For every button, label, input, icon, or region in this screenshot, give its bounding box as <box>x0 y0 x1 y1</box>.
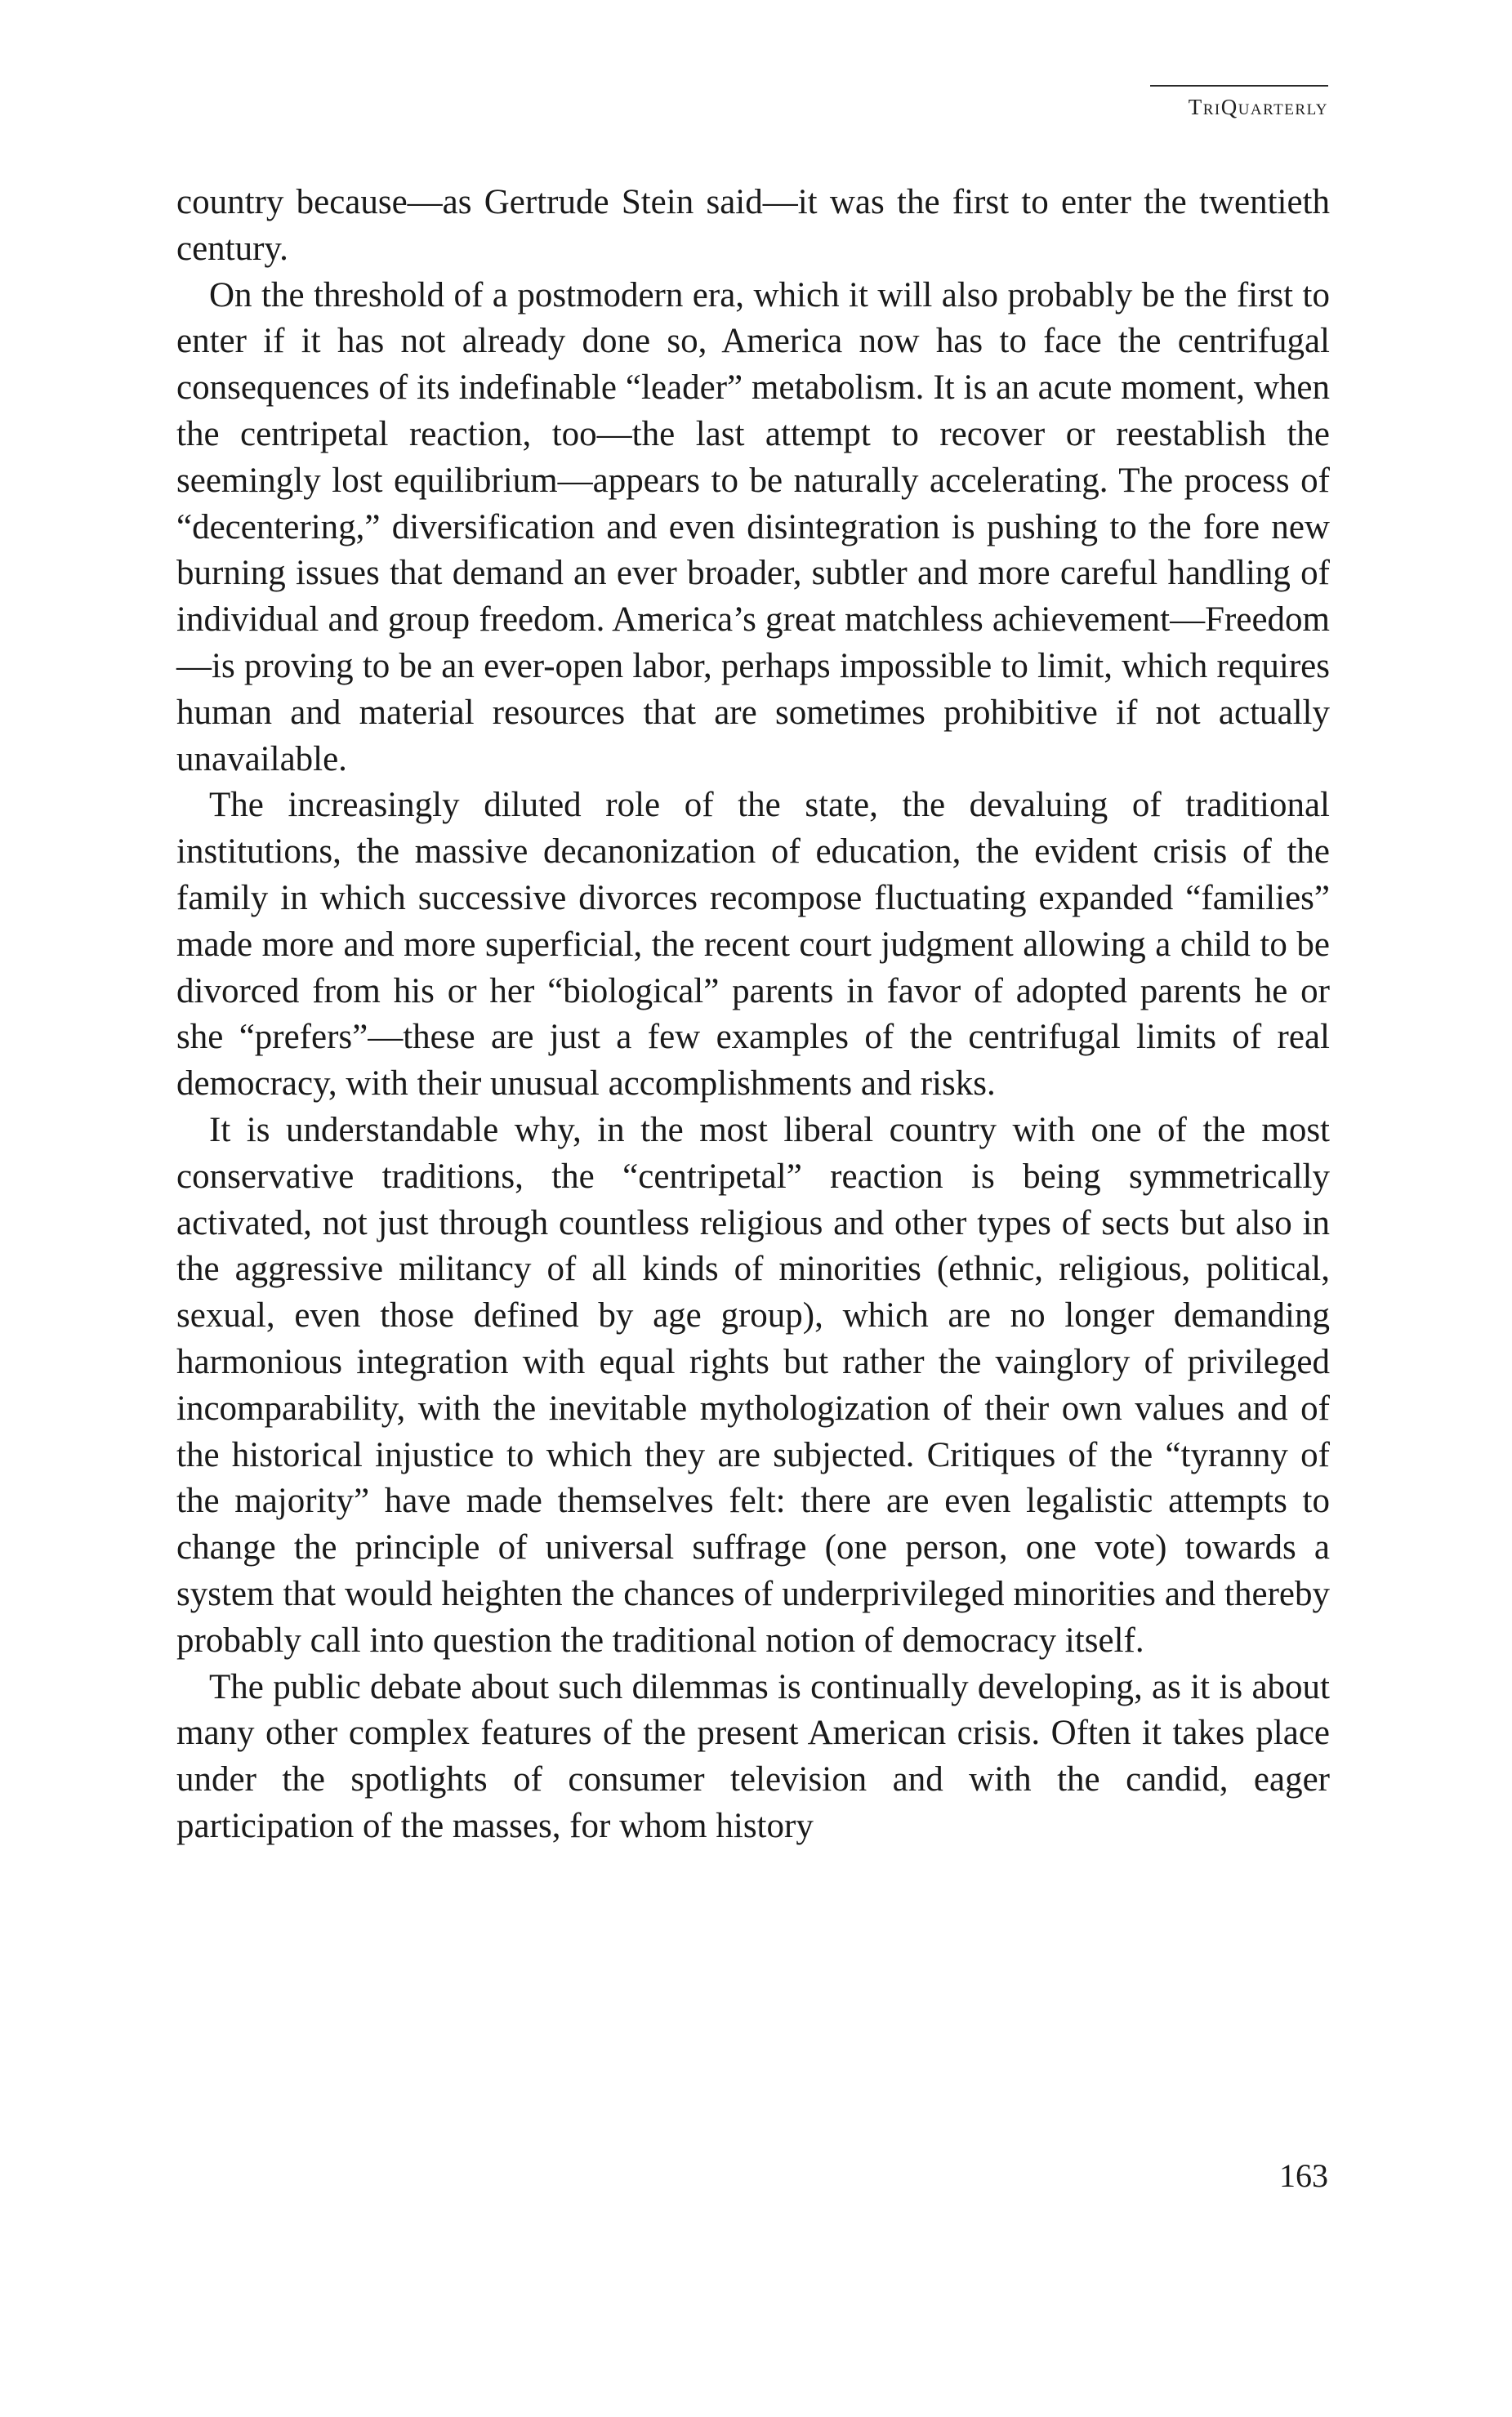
paragraph-continuation: country because—as Gertrude Stein said—it was the first to enter the twentieth century. <box>176 183 1330 268</box>
body-text <box>176 180 1330 1850</box>
page-number: 163 <box>1279 2157 1328 2194</box>
paragraph: On the threshold of a postmodern era, which it will also probably be the first to enter if it has not already done so, America now has to face the centrifugal consequences of its indefinable “leader” metabolism. It is an acute moment, when the centripetal reaction, too—the last attempt to recover or reestablish the seemingly lost equilibrium—appears to be naturally accelerating. The process of “decentering,” diversification and even disintegration is pushing to the fore new burning issues that demand an ever broader, subtler and more careful handling of individual and group freedom. America’s great matchless achievement—Freedom—is proving to be an ever-open labor, perhaps impossible to limit, which requires human and material resources that are sometimes prohibitive if not actually unavailable. <box>176 275 1330 778</box>
running-head: TriQuarterly <box>1188 95 1328 119</box>
paragraph: The increasingly diluted role of the state, the devaluing of traditional institutions, the massive decanonization of education, the evident crisis of the family in which successive divorces recompose fluctuating expanded “families” made more and more superficial, the recent court judgment allowing a child to be divorced from his or her “biological” parents in favor of adopted parents he or she “prefers”—these are just a few examples of the centrifugal limits of real democracy, with their unusual accomplishments and risks. <box>176 786 1330 1104</box>
header-rule <box>1150 85 1328 87</box>
paragraph: It is understandable why, in the most liberal country with one of the most conservative traditions, the “centripetal” reaction is being symmetrically activated, not just through countless religious and other types of sects but also in the aggressive militancy of all kinds of minorities (ethnic, religious, political, sexual, even those defined by age group), which are no longer demanding harmonious integration with equal rights but rather the vainglory of privileged incomparability, with the inevitable mythologization of their own values and of the historical injustice to which they are subjected. Critiques of the “tyranny of the majority” have made themselves felt: there are even legalistic attempts to change the principle of universal suffrage (one person, one vote) towards a system that would heighten the chances of underprivileged minorities and thereby probably call into question the traditional notion of democracy itself. <box>176 1110 1330 1660</box>
paragraph: The public debate about such dilemmas is continually developing, as it is about many other complex features of the present American crisis. Often it takes place under the spotlights of consumer television and with the candid, eager participation of the masses, for whom history <box>176 1667 1330 1845</box>
